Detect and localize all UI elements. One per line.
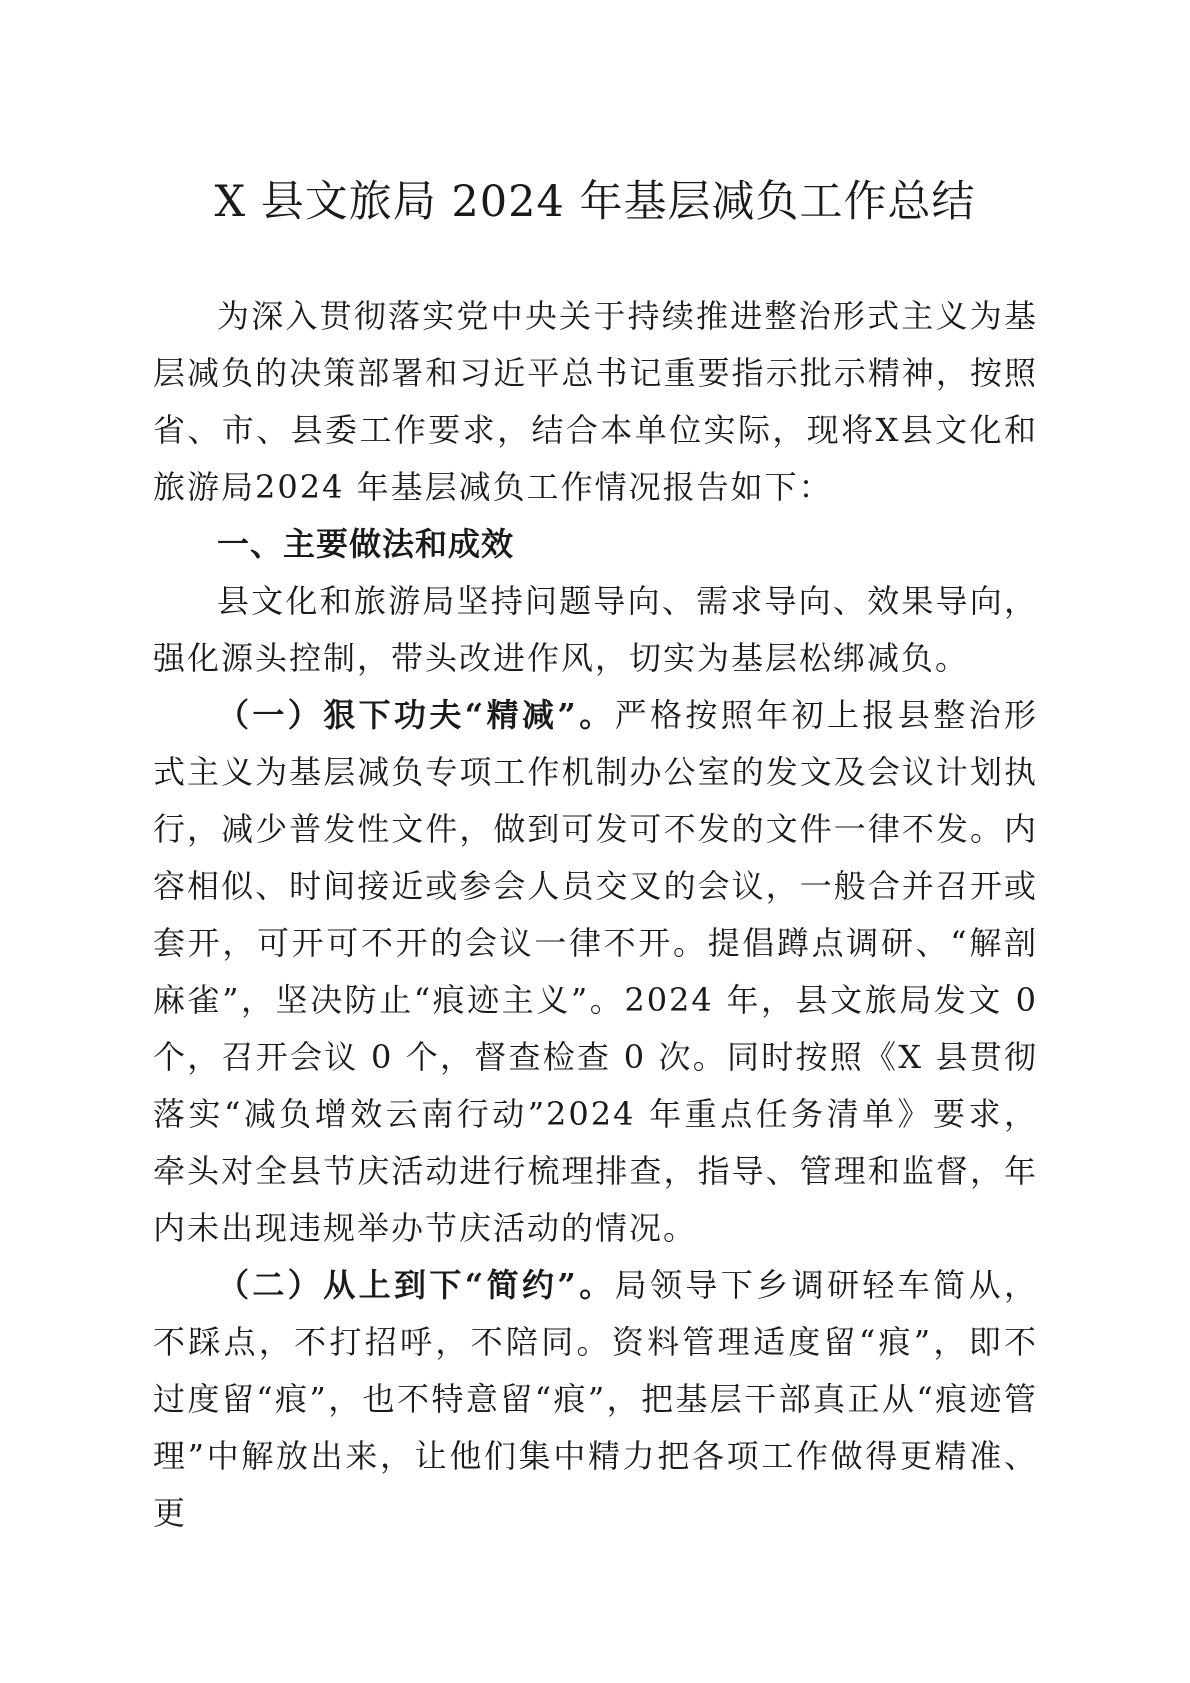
item-2-text: 局领导下乡调研轻车简从，不踩点，不打招呼，不陪同。资料管理适度留“痕”，即不过度留“痕”，也不特意留“痕”，把基层干部真正从“痕迹管理”中解放出来，让他们集中精力把各项工作做得更精准、更 [153, 1266, 1038, 1532]
item-1-paragraph [153, 687, 1038, 1257]
document-body [153, 288, 1038, 1542]
item-2-paragraph [153, 1257, 1038, 1542]
section-heading: 一、主要做法和成效 [217, 525, 515, 563]
intro-paragraph: 为深入贯彻落实党中央关于持续推进整治形式主义为基层减负的决策部署和习近平总书记重要指示批示精神，按照省、市、县委工作要求，结合本单位实际，现将X县文化和旅游局2024 年基层减负工作情况报告如下： [153, 297, 1038, 506]
item-1-lead: （一）狠下功夫“精减”。 [217, 696, 615, 734]
section-summary-paragraph: 县文化和旅游局坚持问题导向、需求导向、效果导向，强化源头控制，带头改进作风，切实为基层松绑减负。 [153, 582, 1038, 677]
item-1-text: 严格按照年初上报县整治形式主义为基层减负专项工作机制办公室的发文及会议计划执行，减少普发性文件，做到可发可不发的文件一律不发。内容相似、时间接近或参会人员交叉的会议，一般合并召开或套开，可开可不开的会议一律不开。提倡蹲点调研、“解剖麻雀”，坚决防止“痕迹主义”。2024 年，县文旅局发文 0 个，召开会议 0 个，督查检查 0 次。同时按照《X 县贯彻落实“减负增效云南行动”2024 年重点任务清单》要求，牵头对全县节庆活动进行梳理排查，指导、管理和监督，年内未出现违规举办节庆活动的情况。 [153, 696, 1038, 1247]
document-title: X 县文旅局 2024 年基层减负工作总结 [214, 177, 976, 227]
item-2-lead: （二）从上到下“简约”。 [217, 1266, 615, 1304]
